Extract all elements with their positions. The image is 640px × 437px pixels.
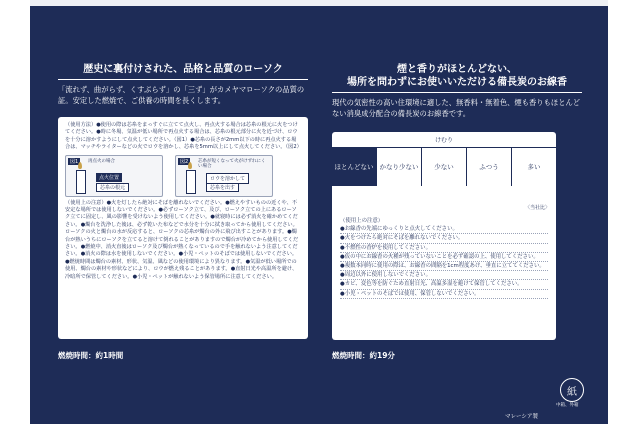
candle-caution-text: （使用上の注意）●火を灯したら絶対にそばを離れないでください。●燃えやすいものの近くや、不安定な場所では使用しないでください。●必ずローソク立て、及び、ローソク立ての上にあるローソク立てに固定し、風の影響を受けないよう使用してください。●就寝時には必ず消火を確かめてください。●燭台を洗浄した後は、必ず乾いた布などで水分を十分に拭き取ってから使用してください。ローソクの火と燭台の水が反応すると、ローソクの芯糸が燭台の外に飛び出すことがあります。●燭台が熱いうちにローソクを立てると溶けて倒れることがありますので燭台が冷めてから使用してください。●燃焼中、消火直後はローソク及び燭台が熱くなっているので手を触れないよう注意してください。●消火の際は水を使用しないでください。●小児・ペットのそばでは使用しないでください。●燃焼時間は燭台の素材、形状、気温、風などの使用環境により異なります。●気温が低い場所での使用、燭台の素材や形状などにより、ロウが燃え残ることがあります。●直射日光や高温所を避け、冷暗所で保管してください。●小児・ペットが触れないよう保管場所に注意してください。 [65,199,299,280]
usage-heading: （使用方法） [65,122,97,128]
incense-intro: 現代の気密性の高い住環境に適した、無香料・無着色、煙も香りもほとんどない消臭成分配合の備長炭のお線香です。 [332,98,581,118]
candle-icon [186,170,196,194]
incense-panel [332,63,582,119]
incense-caution-item: ●カビ、変色等を防ぐため直射日光、高温多湿を避けて保管してください。 [340,280,548,289]
usage-text: ●使用の際は芯糸をまっすぐに立てて点火し、再点火する場合は芯糸の根元に火をつけてください。●時に冬場、気温が低い場所で再点火する場合は、芯糸の根元部分に火を近づけ、ロウを十分に溶かすようにして点火してください。（図1）●芯糸の長さが2mm以下の時に再点火する場合は、マッチやライターなどの火でロウを溶かし、芯糸を5mm以上にして点火してください。（図2） [65,122,302,151]
incense-caution-item: ●火をつけたら絶対にそばを離れないでください。 [340,234,548,243]
candle-icon [76,170,86,194]
incense-caution-heading: （使用上の注意） [340,218,384,224]
figure-1-caption: 再点火の場合 [88,158,115,164]
figure-row [65,155,301,197]
smoke-level-5: 多い [527,163,541,171]
candle-burn-time: 燃焼時間：約1時間 [58,351,124,360]
smoke-level-3: 少ない [422,148,467,186]
figure-1-number: 図1 [70,158,79,165]
smoke-scale-card [332,132,556,218]
incense-caution-item: ●不燃性の香炉を使用してください。 [340,244,548,253]
incense-caution-item: ●周辺以外に使用しないでください。 [340,271,548,280]
incense-caution-item: ●複数本同時に使用の際は、お線香の間隔を1cm程度あけ、垂直に立ててください。 [340,262,548,271]
smoke-scale [332,148,556,186]
usage-instructions [65,122,301,152]
incense-heading [332,63,582,93]
candle-intro: 「流れず、曲がらず、くすぶらず」の「三ず」がカメヤマローソクの品質の証。安定した燃焼で、ご供養の時間を長くします。 [58,85,305,105]
incense-heading-line2: 場所を問わずにお使いいただける備長炭のお線香 [347,77,567,88]
country-of-origin: マレーシア製 [505,414,538,420]
flame-icon [188,162,192,169]
figure-2-tag: ロウを溶かして [206,173,249,184]
comparison-note: 〈当社比〉 [524,205,550,211]
incense-heading-line1: 煙と香りがほとんどない、 [397,64,517,75]
smoke-level-1: ほとんどない [332,148,377,186]
smoke-level-4: ふつう [467,148,512,186]
candle-instructions-card [58,117,308,339]
incense-caution-item: ●お線香の先端にゆっくりと点火してください。 [340,225,548,234]
smoke-level-2: かなり少ない [377,148,422,186]
figure-2-tag2: 芯糸を出す [206,183,239,192]
recycle-caption: 中箱、外箱 [556,403,579,408]
candle-panel [58,63,308,106]
smoke-label: けむり [332,132,556,148]
incense-caution-card [332,212,556,340]
incense-caution-item: ●仮の中にお線香の火種が残っていないことを必ず確認の上、使用してください。 [340,253,548,262]
figure-1-tag2: 芯糸の根元 [96,183,129,192]
figure-1-tag: 点火位置 [96,173,122,182]
flame-icon [78,162,82,169]
candle-heading: 歴史に裏付けされた、品格と品質のローソク [58,63,308,80]
incense-caution-item: ●小児・ペットのそばでは使用、保管しないでください。 [340,290,548,299]
figure-1 [65,155,163,197]
figure-2-caption: 芯糸が短くなって火がけずれにくい場合 [198,158,266,170]
incense-burn-time: 燃焼時間：約19分 [332,351,395,360]
figure-2 [175,155,273,197]
paper-recycle-icon: 紙 [560,378,584,402]
figure-2-number: 図2 [180,158,189,165]
